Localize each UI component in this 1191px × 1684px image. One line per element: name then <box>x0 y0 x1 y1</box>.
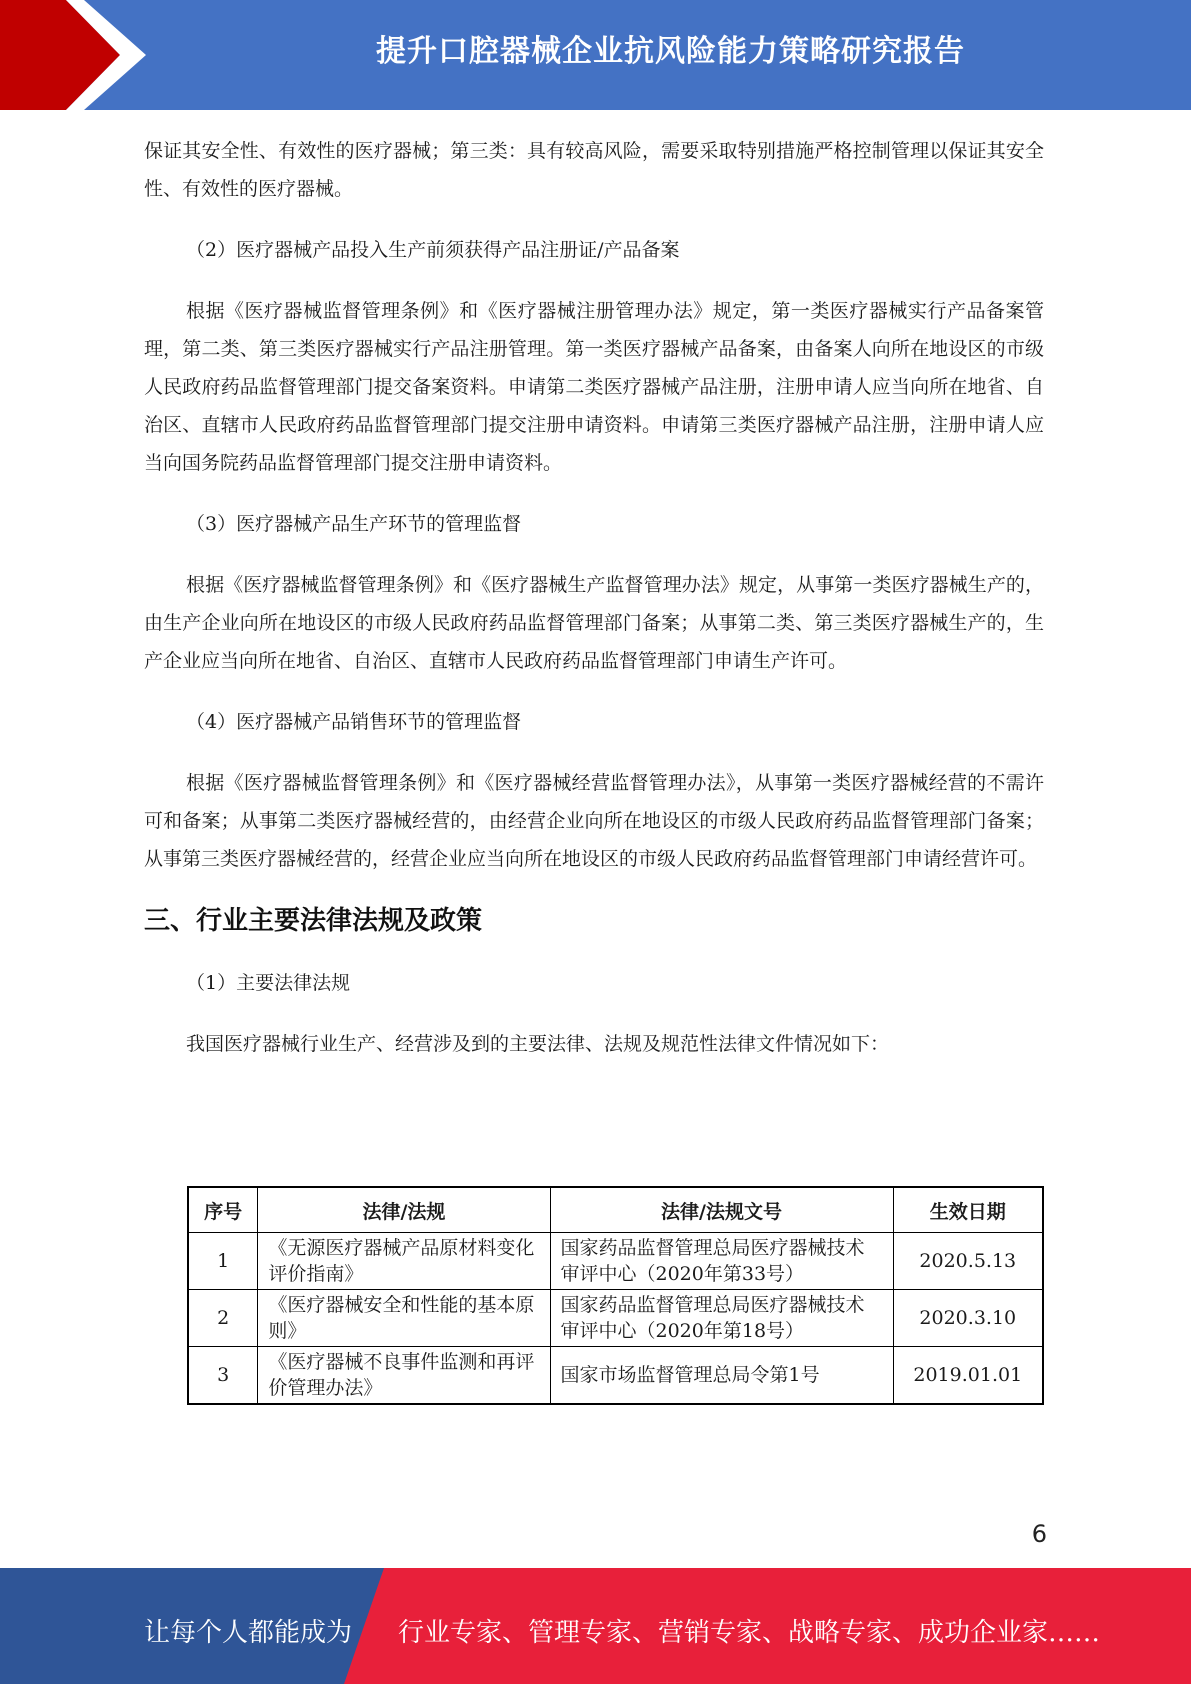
cell-index: 3 <box>188 1347 258 1405</box>
paragraph-risk-class: 保证其安全性、有效性的医疗器械；第三类：具有较高风险，需要采取特别措施严格控制管理以保证其安全性、有效性的医疗器械。 <box>144 140 1044 200</box>
cell-effective-date: 2020.3.10 <box>893 1290 1043 1347</box>
header-doc-number: 法律/法规文号 <box>550 1187 893 1233</box>
paragraph-production: 根据《医疗器械监督管理条例》和《医疗器械生产监督管理办法》规定，从事第一类医疗器械生产的，由生产企业向所在地设区的市级人民政府药品监督管理部门备案；从事第二类、第三类医疗器械生产的，生产企业应当向所在地省、自治区、直辖市人民政府药品监督管理部门申请生产许可。 <box>144 574 1044 672</box>
section-heading-laws: 三、行业主要法律法规及政策 <box>144 906 483 936</box>
footer-slogan-right: 行业专家、管理专家、营销专家、战略专家、成功企业家…… <box>398 1618 1101 1648</box>
table-row <box>188 1233 1043 1290</box>
cell-law: 《医疗器械不良事件监测和再评价管理办法》 <box>258 1347 550 1405</box>
cell-law: 《无源医疗器械产品原材料变化评价指南》 <box>258 1233 550 1290</box>
footer-slogan-left: 让每个人都能成为 <box>144 1618 353 1648</box>
paragraph-sales: 根据《医疗器械监督管理条例》和《医疗器械经营监督管理办法》，从事第一类医疗器械经营的不需许可和备案；从事第二类医疗器械经营的，由经营企业向所在地设区的市级人民政府药品监督管理部门备案；从事第三类医疗器械经营的，经营企业应当向所在地设区的市级人民政府药品监督管理部门申请经营许可。 <box>144 772 1044 870</box>
cell-effective-date: 2019.01.01 <box>893 1347 1043 1405</box>
paragraph-laws-intro: 我国医疗器械行业生产、经营涉及到的主要法律、法规及规范性法律文件情况如下： <box>186 1033 890 1055</box>
table-row <box>188 1290 1043 1347</box>
laws-table <box>187 1186 1044 1405</box>
cell-doc-number: 国家药品监督管理总局医疗器械技术审评中心（2020年第33号） <box>550 1233 893 1290</box>
paragraph-registration: 根据《医疗器械监督管理条例》和《医疗器械注册管理办法》规定，第一类医疗器械实行产品备案管理，第二类、第三类医疗器械实行产品注册管理。第一类医疗器械产品备案，由备案人向所在地设区的市级人民政府药品监督管理部门提交备案资料。申请第二类医疗器械产品注册，注册申请人应当向所在地省、自治区、直辖市人民政府药品监督管理部门提交注册申请资料。申请第三类医疗器械产品注册，注册申请人应当向国务院药品监督管理部门提交注册申请资料。 <box>144 300 1044 474</box>
header-index: 序号 <box>188 1187 258 1233</box>
cell-law: 《医疗器械安全和性能的基本原则》 <box>258 1290 550 1347</box>
subheading-sales: （4）医疗器械产品销售环节的管理监督 <box>186 711 522 733</box>
page-header <box>0 0 1191 110</box>
cell-effective-date: 2020.5.13 <box>893 1233 1043 1290</box>
table-header-row <box>188 1187 1043 1233</box>
page-number: 6 <box>1031 1520 1047 1548</box>
table-row <box>188 1347 1043 1405</box>
cell-index: 1 <box>188 1233 258 1290</box>
cell-index: 2 <box>188 1290 258 1347</box>
document-body <box>144 132 1044 1063</box>
subheading-main-laws: （1）主要法律法规 <box>186 972 351 994</box>
subheading-production: （3）医疗器械产品生产环节的管理监督 <box>186 513 522 535</box>
header-effective-date: 生效日期 <box>893 1187 1043 1233</box>
report-title: 提升口腔器械企业抗风险能力策略研究报告 <box>376 34 965 69</box>
header-law: 法律/法规 <box>258 1187 550 1233</box>
cell-doc-number: 国家药品监督管理总局医疗器械技术审评中心（2020年第18号） <box>550 1290 893 1347</box>
cell-doc-number: 国家市场监督管理总局令第1号 <box>550 1347 893 1405</box>
subheading-registration: （2）医疗器械产品投入生产前须获得产品注册证/产品备案 <box>186 239 680 261</box>
header-arrow-decoration <box>0 0 160 110</box>
